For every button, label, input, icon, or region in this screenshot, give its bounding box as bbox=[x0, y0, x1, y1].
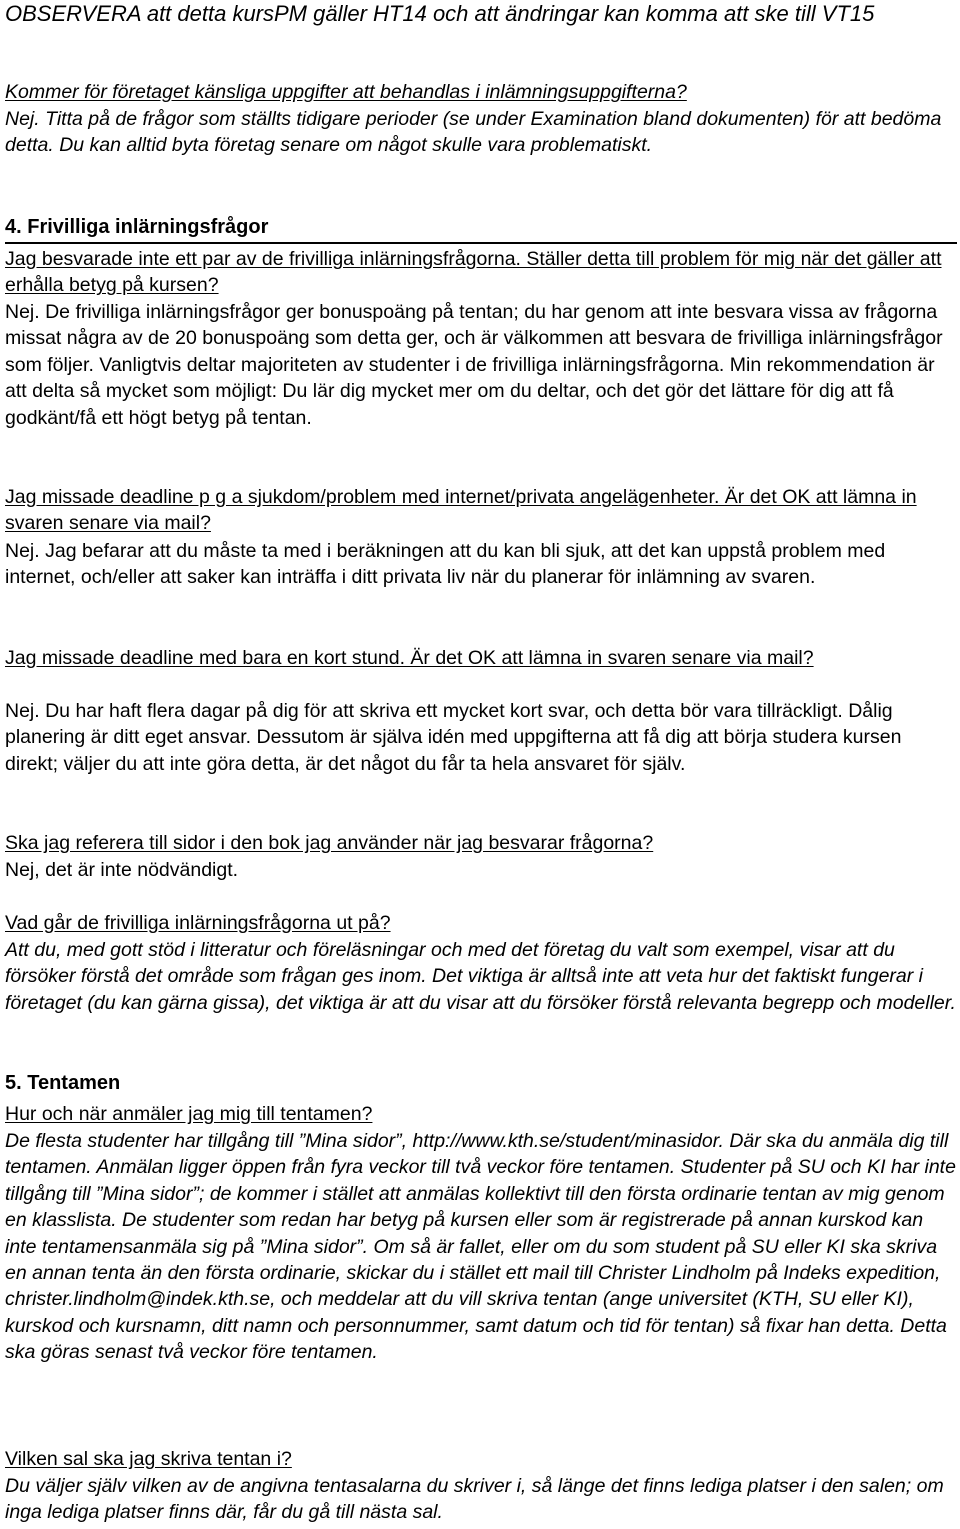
qa1-answer: Nej. Titta på de frågor som ställts tidigare perioder (se under Examination bland dokumenten) för att bedöma detta. Du kan alltid byta företag senare om något skulle vara problematiskt. bbox=[5, 108, 942, 157]
s5-question-2: Vilken sal ska jag skriva tentan i? bbox=[5, 1448, 292, 1470]
s4-question-2: Jag missade deadline p g a sjukdom/problem med internet/privata angelägenheter. Är det OK att lämna in svaren senare via mail? bbox=[5, 486, 917, 535]
s4-question-1: Jag besvarade inte ett par av de frivilliga inlärningsfrågorna. Ställer detta till problem för mig när det gäller att erhålla betyg på kursen? bbox=[5, 248, 942, 297]
s4-question-5: Vad går de frivilliga inlärningsfrågorna ut på? bbox=[5, 912, 391, 934]
s4-answer-1: Nej. De frivilliga inlärningsfrågor ger bonuspoäng på tentan; du har genom att inte besvara vissa av frågorna missat några av de 20 bonuspoäng som detta ger, och är välkommen att besvara de frivilliga inlärningsfrågor som följer. Vanligtvis deltar majoriteten av studenter i de frivilliga inlärningsfrågorna. Min rekommendation är att delta så mycket som möjligt: Du lär dig mycket mer om du deltar, och det gör det lättare för dig att få godkänt/få ett högt betyg på tentan. bbox=[5, 301, 943, 429]
s5-answer-2: Du väljer själv vilken av de angivna tentasalarna du skriver i, så länge det finns lediga platser i den salen; om inga lediga platser finns där, får du gå till nästa sal. bbox=[5, 1475, 944, 1524]
section-4-heading: 4. Frivilliga inlärningsfrågor bbox=[5, 216, 269, 238]
s4-answer-3: Nej. Du har haft flera dagar på dig för att skriva ett mycket kort svar, och detta bör vara tillräckligt. Dålig planering är ditt eget ansvar. Dessutom är själva idén med uppgifterna att få dig att börja studera kursen direkt; väljer du att inte göra detta, är det något du får ta hela ansvaret för själv. bbox=[5, 700, 902, 775]
course-notice: OBSERVERA att detta kursPM gäller HT14 och att ändringar kan komma att ske till VT15 bbox=[5, 1, 875, 26]
s5-question-1: Hur och när anmäler jag mig till tentamen? bbox=[5, 1103, 373, 1125]
s4-question-3: Jag missade deadline med bara en kort stund. Är det OK att lämna in svaren senare via mail? bbox=[5, 647, 814, 669]
s5-answer-1: De flesta studenter har tillgång till ”Mina sidor”, http://www.kth.se/student/minasidor. Där ska du anmäla dig till tentamen. Anmälan ligger öppen från fyra veckor till två veckor före tentamen. Studenter på SU och KI har inte tillgång till ”Mina sidor”; de kommer i stället att anmälas kollektivt till den första ordinarie tentan av mig genom en klasslista. De studenter som redan har betyg på kursen eller som är registrerade på annan kurskod kan inte tentamensanmäla sig på ”Mina sidor”. Om så är fallet, eller om du som student på SU eller KI ska skriva en annan tenta än den första ordinarie, skickar du i stället ett mail till Christer Lindholm på Indeks expedition, christer.lindholm@indek.kth.se, och meddelar att du vill skriva tentan (ange universitet (KTH, SU eller KI), kurskod och kursnamn, ditt namn och personnummer, samt datum och tid för tentan) så fixar han detta. Detta ska göras senast två veckor före tentamen. bbox=[5, 1130, 956, 1364]
s4-answer-5: Att du, med gott stöd i litteratur och föreläsningar och med det företag du valt som exempel, visar att du försöker förstå det område som frågan ges inom. Det viktiga är alltså inte att veta hur det faktiskt fungerar i företaget (du kan gärna gissa), det viktiga är att du visar att du försöker förstå relevanta begrepp och modeller. bbox=[5, 939, 956, 1014]
s4-answer-2: Nej. Jag befarar att du måste ta med i beräkningen att du kan bli sjuk, att det kan uppstå problem med internet, och/eller att saker kan inträffa i ditt privata liv när du planerar för inlämning av svaren. bbox=[5, 540, 886, 589]
qa1-question: Kommer för företaget känsliga uppgifter att behandlas i inlämningsuppgifterna? bbox=[5, 81, 687, 103]
section-5-heading: 5. Tentamen bbox=[5, 1072, 121, 1094]
section-4-rule bbox=[5, 242, 957, 244]
s4-answer-4: Nej, det är inte nödvändigt. bbox=[5, 859, 239, 881]
s4-question-4: Ska jag referera till sidor i den bok jag använder när jag besvarar frågorna? bbox=[5, 832, 654, 854]
